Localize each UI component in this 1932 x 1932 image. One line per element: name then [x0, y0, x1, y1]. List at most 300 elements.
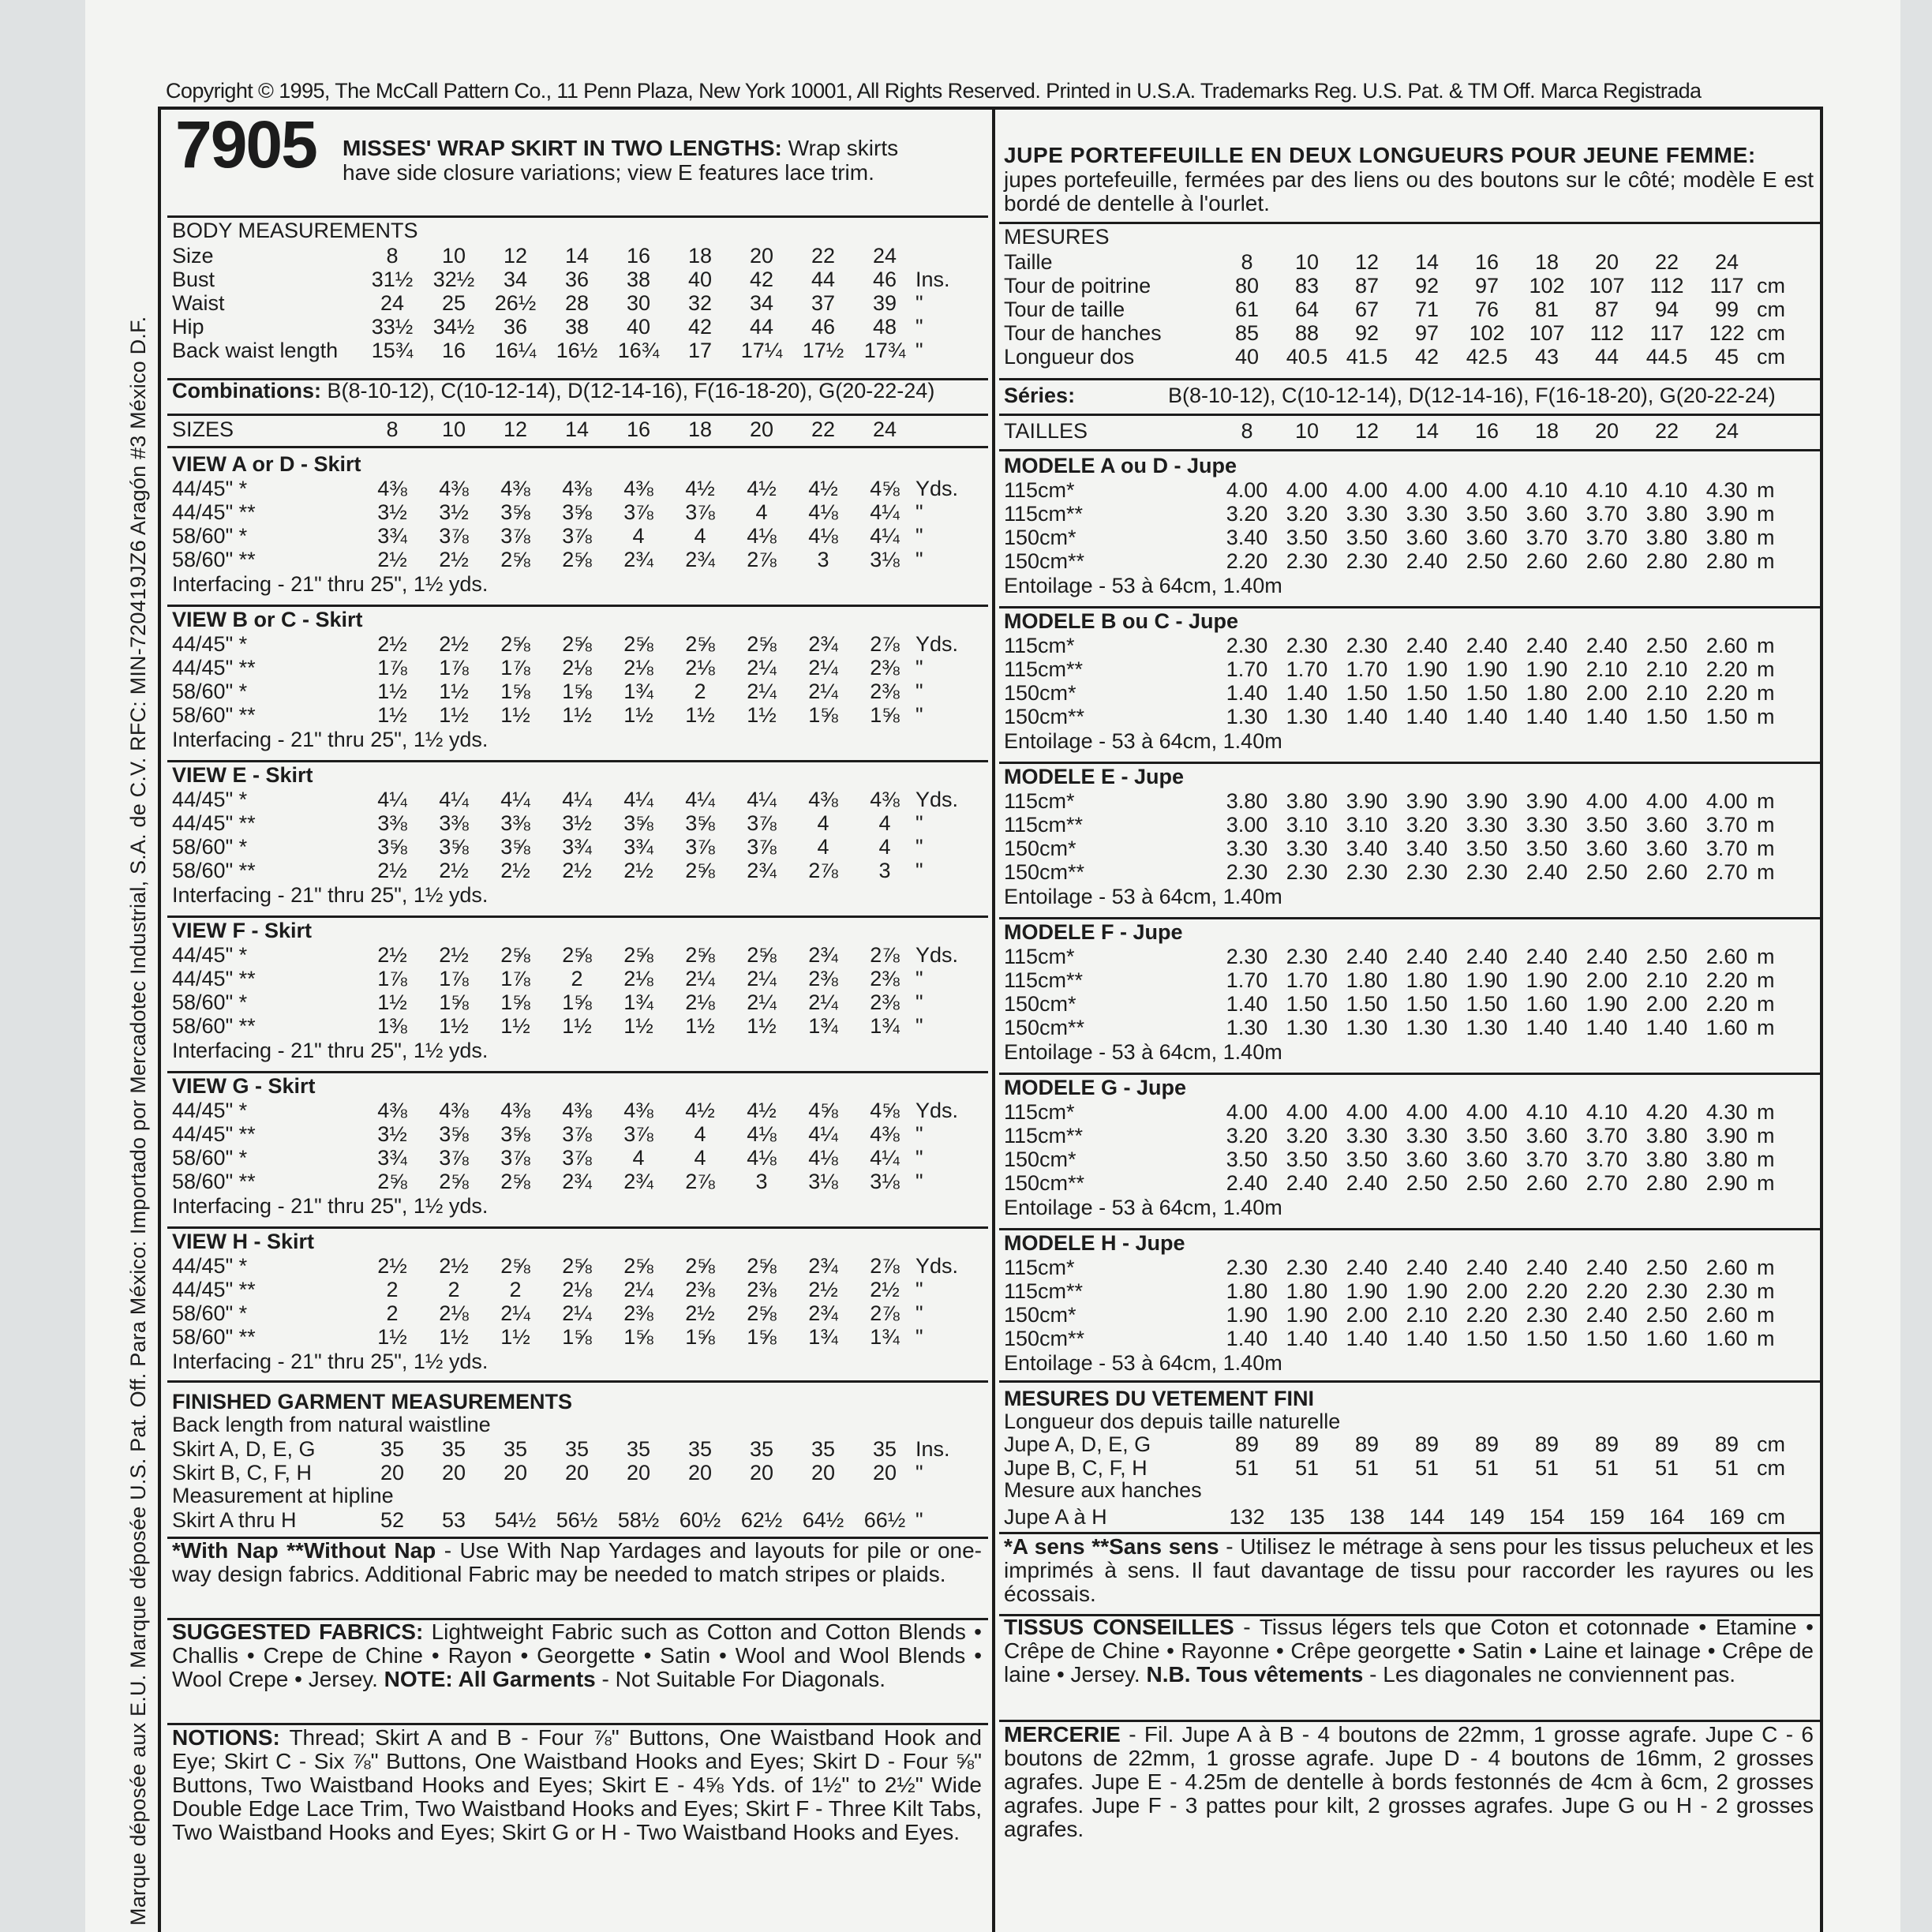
- yardage-table: [172, 943, 963, 1038]
- table-cell: 1.80: [1286, 1279, 1328, 1303]
- table-cell: 2⅞: [870, 1301, 900, 1325]
- row-unit: ": [915, 339, 923, 362]
- table-cell: 35: [380, 1437, 405, 1461]
- table-cell: 51: [1414, 1456, 1440, 1480]
- table-cell: 2⅜: [747, 1278, 777, 1301]
- pattern-number: 7905: [175, 107, 316, 182]
- row-label: 150cm**: [1004, 705, 1085, 728]
- finished-hip-table: [172, 1508, 963, 1532]
- row-unit: Ins.: [915, 268, 950, 291]
- table-row: [172, 990, 963, 1014]
- section-title: MODELE F - Jupe: [1004, 920, 1183, 944]
- table-row: [1004, 1256, 1796, 1279]
- table-cell: 18: [687, 244, 713, 268]
- table-cell: 3¾: [562, 835, 592, 859]
- row-label: 115cm**: [1004, 813, 1084, 837]
- table-cell: 3⅞: [685, 835, 715, 859]
- table-cell: 25: [441, 291, 466, 315]
- table-row: [172, 859, 963, 882]
- column-divider: [992, 110, 995, 1932]
- table-cell: 1.30: [1346, 1016, 1388, 1039]
- table-cell: 2⅝: [747, 1301, 777, 1325]
- interfacing-line: Interfacing - 21" thru 25", 1½ yds.: [172, 1350, 489, 1373]
- table-cell: 2.10: [1406, 1303, 1448, 1327]
- table-cell: 4.10: [1526, 1100, 1568, 1124]
- yardage-table: [172, 788, 963, 882]
- yardage-table: [1004, 945, 1796, 1039]
- table-cell: 3.80: [1646, 1124, 1688, 1148]
- table-cell: 1.40: [1526, 705, 1568, 728]
- table-cell: 2¼: [747, 967, 777, 990]
- row-unit: ": [915, 680, 923, 703]
- table-cell: 1.40: [1526, 1016, 1568, 1039]
- row-label: Skirt B, C, F, H: [172, 1461, 313, 1485]
- row-unit: m: [1757, 1256, 1775, 1279]
- section-title: MODELE B ou C - Jupe: [1004, 609, 1238, 633]
- table-cell: 4: [694, 1146, 706, 1170]
- table-cell: 4.00: [1466, 1100, 1508, 1124]
- finished-sub-hipline: Measurement at hipline: [172, 1484, 394, 1507]
- table-cell: 3.40: [1346, 837, 1388, 860]
- table-cell: 1.60: [1526, 992, 1568, 1016]
- table-cell: 2: [386, 1301, 399, 1325]
- row-unit: cm: [1757, 1505, 1785, 1529]
- table-cell: 1.40: [1226, 992, 1268, 1016]
- table-cell: 2⅝: [685, 859, 715, 882]
- table-cell: 4: [632, 1146, 645, 1170]
- table-cell: 2⅛: [685, 656, 715, 680]
- section-title: VIEW H - Skirt: [172, 1230, 315, 1253]
- table-cell: 4: [817, 811, 829, 835]
- table-cell: 3.90: [1346, 789, 1388, 813]
- table-cell: 2.50: [1646, 945, 1688, 968]
- table-cell: 22: [811, 244, 836, 268]
- table-cell: 4: [878, 811, 891, 835]
- table-cell: 4¼: [562, 788, 592, 811]
- table-cell: 4⅜: [377, 477, 407, 500]
- table-cell: 2⅝: [500, 632, 530, 656]
- section-title: MODELE H - Jupe: [1004, 1231, 1185, 1255]
- size-cell: 10: [441, 417, 466, 441]
- table-cell: 80: [1234, 274, 1260, 298]
- table-cell: 2⅜: [870, 967, 900, 990]
- table-cell: 3⅞: [439, 524, 469, 548]
- table-cell: 2.60: [1586, 549, 1628, 573]
- table-cell: 1.70: [1226, 968, 1268, 992]
- table-cell: 2.80: [1705, 549, 1748, 573]
- table-cell: 1.90: [1406, 657, 1448, 681]
- yardage-table: [172, 1254, 963, 1349]
- table-row: [172, 500, 963, 524]
- table-cell: 4.00: [1226, 478, 1268, 502]
- table-cell: 51: [1534, 1456, 1559, 1480]
- table-cell: 2.40: [1466, 945, 1508, 968]
- table-cell: 132: [1229, 1505, 1265, 1529]
- table-cell: 3.70: [1526, 1148, 1568, 1171]
- table-cell: 1½: [562, 1014, 592, 1038]
- table-cell: 3: [755, 1170, 768, 1193]
- table-cell: 4: [632, 524, 645, 548]
- table-row: [1004, 1505, 1796, 1529]
- row-label: 44/45" *: [172, 788, 248, 811]
- table-cell: 1.50: [1586, 1327, 1628, 1350]
- table-cell: 2¾: [623, 548, 653, 571]
- row-label: 115cm**: [1004, 657, 1084, 681]
- table-cell: 3.60: [1466, 526, 1508, 549]
- row-unit: ": [915, 1325, 923, 1349]
- table-row: [172, 1099, 963, 1122]
- row-label: 58/60" *: [172, 680, 248, 703]
- table-row: [172, 524, 963, 548]
- table-cell: 2⅛: [623, 656, 653, 680]
- table-cell: 2⅞: [747, 548, 777, 571]
- interfacing-line: Entoilage - 53 à 64cm, 1.40m: [1004, 885, 1282, 908]
- table-cell: 3.60: [1406, 1148, 1448, 1171]
- table-cell: 14: [1414, 250, 1440, 274]
- table-row: [172, 1508, 963, 1532]
- row-unit: m: [1757, 1279, 1775, 1303]
- mesures-sub-longueur: Longueur dos depuis taille naturelle: [1004, 1410, 1341, 1433]
- sizes-label: SIZES: [172, 417, 234, 441]
- table-cell: 3.70: [1586, 526, 1628, 549]
- table-cell: 4.10: [1526, 478, 1568, 502]
- table-cell: 1⅞: [377, 656, 407, 680]
- table-cell: 159: [1589, 1505, 1625, 1529]
- table-cell: 4⅝: [870, 477, 900, 500]
- table-cell: 4⅜: [562, 1099, 592, 1122]
- table-cell: 2⅝: [685, 1254, 715, 1278]
- table-cell: 2.40: [1406, 945, 1448, 968]
- table-cell: 1⅞: [500, 967, 530, 990]
- table-cell: 2½: [439, 548, 469, 571]
- table-cell: 16½: [556, 339, 598, 362]
- row-label: Back waist length: [172, 339, 339, 362]
- row-label: Hip: [172, 315, 204, 339]
- table-cell: 1.40: [1286, 1327, 1328, 1350]
- table-cell: 1.40: [1226, 681, 1268, 705]
- table-cell: 2½: [439, 943, 469, 967]
- table-cell: 1.60: [1646, 1327, 1688, 1350]
- row-unit: cm: [1757, 298, 1785, 321]
- table-cell: 46: [811, 315, 836, 339]
- table-cell: 10: [1294, 250, 1320, 274]
- table-cell: 1⅝: [685, 1325, 715, 1349]
- table-cell: 17¾: [863, 339, 906, 362]
- suggested-fabrics: SUGGESTED FABRICS: Lightweight Fabric such as Cotton and Cotton Blends • Challis • Crepe de Chine • Rayon • Georgette • Satin • Wool and Wool Blends • Wool Crepe • Jersey. NOTE: All Garments - Not Suitable For Diagonals.: [172, 1619, 982, 1691]
- table-cell: 2½: [500, 859, 530, 882]
- table-cell: 4: [817, 835, 829, 859]
- row-unit: Yds.: [915, 632, 959, 656]
- row-label: Size: [172, 244, 214, 268]
- table-cell: 51: [1474, 1456, 1500, 1480]
- interfacing-line: Entoilage - 53 à 64cm, 1.40m: [1004, 1040, 1282, 1064]
- row-label: 150cm**: [1004, 1327, 1085, 1350]
- table-row: [1004, 1124, 1796, 1148]
- yardage-table: [172, 477, 963, 571]
- yardage-section: [167, 760, 988, 915]
- table-cell: 31½: [371, 268, 414, 291]
- yardage-table: [1004, 478, 1796, 573]
- table-cell: 20: [380, 1461, 405, 1485]
- size-cell: 12: [503, 417, 528, 441]
- table-row: [1004, 860, 1796, 884]
- table-cell: 20: [503, 1461, 528, 1485]
- mesures-table: [1004, 250, 1796, 369]
- table-cell: 1.40: [1346, 705, 1388, 728]
- table-cell: 3.30: [1526, 813, 1568, 837]
- instruction-table: [158, 107, 1823, 1932]
- table-cell: 2.20: [1226, 549, 1268, 573]
- row-label: 115cm*: [1004, 478, 1075, 502]
- table-cell: 3.30: [1406, 502, 1448, 526]
- size-cell: 20: [749, 417, 774, 441]
- table-cell: 1.50: [1526, 1327, 1568, 1350]
- size-cell: 12: [1354, 419, 1380, 443]
- table-cell: 20: [687, 1461, 713, 1485]
- row-label: 44/45" **: [172, 1278, 256, 1301]
- row-unit: m: [1757, 968, 1775, 992]
- size-cell: 10: [1294, 419, 1320, 443]
- table-cell: 3¾: [377, 1146, 407, 1170]
- row-unit: m: [1757, 526, 1775, 549]
- table-cell: 2.60: [1646, 860, 1688, 884]
- size-cell: 14: [1414, 419, 1440, 443]
- yardage-table: [1004, 1256, 1796, 1350]
- french-subtitle: jupes portefeuille, fermées par des liens ou des boutons sur le côté; modèle E est bordé de dentelle à l'ourlet.: [1004, 167, 1814, 215]
- row-label: 58/60" **: [172, 1170, 256, 1193]
- table-cell: 138: [1349, 1505, 1385, 1529]
- table-cell: 3.80: [1226, 789, 1268, 813]
- table-cell: 44: [811, 268, 836, 291]
- table-cell: 4¼: [747, 788, 777, 811]
- row-unit: m: [1757, 478, 1775, 502]
- table-cell: 1.80: [1406, 968, 1448, 992]
- table-cell: 1¾: [870, 1014, 900, 1038]
- table-cell: 2⅝: [562, 548, 592, 571]
- table-cell: 2.40: [1526, 1256, 1568, 1279]
- row-unit: ": [915, 1014, 923, 1038]
- table-row: [172, 548, 963, 571]
- table-cell: 1⅝: [808, 703, 838, 727]
- row-unit: ": [915, 500, 923, 524]
- table-cell: 89: [1234, 1432, 1260, 1456]
- table-cell: 1.40: [1466, 705, 1508, 728]
- table-cell: 89: [1654, 1432, 1679, 1456]
- table-cell: 3.80: [1705, 1148, 1748, 1171]
- table-cell: 1.50: [1466, 1327, 1508, 1350]
- table-cell: 2½: [439, 859, 469, 882]
- table-cell: 2¼: [500, 1301, 530, 1325]
- table-cell: 2.70: [1705, 860, 1748, 884]
- row-unit: m: [1757, 860, 1775, 884]
- table-cell: 3⅝: [377, 835, 407, 859]
- table-cell: 1½: [500, 1014, 530, 1038]
- row-unit: m: [1757, 634, 1775, 657]
- size-cell: 24: [872, 417, 897, 441]
- table-cell: 3⅞: [623, 500, 653, 524]
- table-cell: 3.30: [1466, 813, 1508, 837]
- table-cell: 1½: [747, 1014, 777, 1038]
- table-cell: 4⅛: [808, 1146, 838, 1170]
- table-row: [1004, 1303, 1796, 1327]
- table-cell: 40: [1234, 345, 1260, 369]
- tailles-header: [1004, 419, 1757, 443]
- table-cell: 2¾: [808, 1254, 838, 1278]
- body-measurements-table: [172, 244, 963, 362]
- table-cell: 44: [749, 315, 774, 339]
- row-label: 150cm**: [1004, 1171, 1085, 1195]
- table-cell: 1.40: [1406, 1327, 1448, 1350]
- table-cell: 12: [1354, 250, 1380, 274]
- table-cell: 1.50: [1286, 992, 1328, 1016]
- table-cell: 4: [755, 500, 768, 524]
- table-cell: 2.00: [1586, 681, 1628, 705]
- row-label: Skirt A, D, E, G: [172, 1437, 316, 1461]
- table-cell: 4⅛: [808, 524, 838, 548]
- table-cell: 3⅝: [500, 1122, 530, 1146]
- table-cell: 1.40: [1346, 1327, 1388, 1350]
- table-cell: 66½: [863, 1508, 906, 1532]
- table-cell: 2.30: [1466, 860, 1508, 884]
- table-row: [172, 835, 963, 859]
- table-cell: 1⅞: [439, 967, 469, 990]
- table-cell: 1.70: [1226, 657, 1268, 681]
- table-cell: 38: [564, 315, 590, 339]
- table-cell: 3.90: [1466, 789, 1508, 813]
- table-cell: 2¾: [747, 859, 777, 882]
- table-cell: 1.90: [1286, 1303, 1328, 1327]
- table-row: [1004, 634, 1796, 657]
- row-label: 44/45" **: [172, 656, 256, 680]
- table-row: [1004, 968, 1796, 992]
- row-unit: ": [915, 811, 923, 835]
- table-cell: 1.50: [1346, 681, 1388, 705]
- table-cell: 51: [1294, 1456, 1320, 1480]
- table-cell: 2.50: [1466, 1171, 1508, 1195]
- table-cell: 1½: [377, 680, 407, 703]
- row-label: 150cm*: [1004, 1303, 1076, 1327]
- table-cell: 35: [811, 1437, 836, 1461]
- yardage-table: [1004, 1100, 1796, 1195]
- table-cell: 4¼: [685, 788, 715, 811]
- table-cell: 67: [1354, 298, 1380, 321]
- table-cell: 83: [1294, 274, 1320, 298]
- table-cell: 94: [1654, 298, 1679, 321]
- table-cell: 3.30: [1406, 1124, 1448, 1148]
- table-cell: 3.80: [1705, 526, 1748, 549]
- table-cell: 2.30: [1406, 860, 1448, 884]
- table-cell: 4½: [747, 477, 777, 500]
- size-cell: 24: [1714, 419, 1739, 443]
- table-cell: 4.00: [1466, 478, 1508, 502]
- table-cell: 76: [1474, 298, 1500, 321]
- row-label: Jupe B, C, F, H: [1004, 1456, 1148, 1480]
- table-row: [172, 967, 963, 990]
- row-unit: ": [915, 1508, 923, 1532]
- table-cell: 1⅝: [439, 990, 469, 1014]
- table-cell: 4.00: [1346, 478, 1388, 502]
- table-cell: 1⅝: [500, 990, 530, 1014]
- table-cell: 53: [441, 1508, 466, 1532]
- size-cell: 14: [564, 417, 590, 441]
- table-row: [1004, 502, 1796, 526]
- table-cell: 1½: [439, 703, 469, 727]
- table-cell: 26½: [494, 291, 537, 315]
- table-cell: 2½: [377, 1254, 407, 1278]
- row-unit: m: [1757, 1016, 1775, 1039]
- finished-sub-back-length: Back length from natural waistline: [172, 1413, 491, 1436]
- table-cell: 38: [626, 268, 651, 291]
- table-cell: 89: [1354, 1432, 1380, 1456]
- table-cell: 4.10: [1586, 478, 1628, 502]
- table-cell: 2¼: [562, 1301, 592, 1325]
- table-cell: 41.5: [1346, 345, 1388, 369]
- table-cell: 1.90: [1526, 968, 1568, 992]
- table-cell: 4⅜: [870, 1122, 900, 1146]
- table-cell: 3.90: [1406, 789, 1448, 813]
- table-cell: 3⅜: [377, 811, 407, 835]
- table-cell: 71: [1414, 298, 1440, 321]
- table-cell: 3.50: [1346, 1148, 1388, 1171]
- table-cell: 2¼: [685, 967, 715, 990]
- table-cell: 3: [817, 548, 829, 571]
- table-row: [1004, 1432, 1796, 1456]
- table-cell: 64½: [802, 1508, 844, 1532]
- table-cell: 3.00: [1226, 813, 1268, 837]
- table-cell: 2.30: [1286, 634, 1328, 657]
- table-cell: 3⅝: [500, 500, 530, 524]
- row-label: 58/60" *: [172, 1301, 248, 1325]
- table-cell: 1.30: [1226, 1016, 1268, 1039]
- table-cell: 2⅛: [562, 1278, 592, 1301]
- nap-note: *With Nap **Without Nap - Use With Nap Yardages and layouts for pile or one-way design fabrics. Additional Fabric may be needed to match stripes or plaids.: [172, 1538, 982, 1586]
- table-cell: 4¼: [623, 788, 653, 811]
- table-cell: 51: [1714, 1456, 1739, 1480]
- row-label: 115cm**: [1004, 1279, 1084, 1303]
- table-cell: 2.10: [1646, 657, 1688, 681]
- table-cell: 4.00: [1226, 1100, 1268, 1124]
- table-cell: 20: [626, 1461, 651, 1485]
- table-cell: 88: [1294, 321, 1320, 345]
- table-cell: 4.20: [1646, 1100, 1688, 1124]
- mesures-longueur-table: [1004, 1432, 1796, 1480]
- row-label: Taille: [1004, 250, 1053, 274]
- row-unit: cm: [1757, 274, 1785, 298]
- table-cell: 3⅜: [439, 811, 469, 835]
- table-cell: 40: [626, 315, 651, 339]
- table-cell: 1.30: [1406, 1016, 1448, 1039]
- row-label: Jupe A à H: [1004, 1505, 1107, 1529]
- mesures-sub-hanches: Mesure aux hanches: [1004, 1478, 1202, 1502]
- table-cell: 2.30: [1286, 860, 1328, 884]
- table-cell: 2.60: [1705, 1303, 1748, 1327]
- table-row: [172, 1014, 963, 1038]
- table-cell: 36: [503, 315, 528, 339]
- table-cell: 3⅞: [500, 1146, 530, 1170]
- table-cell: 2.30: [1705, 1279, 1748, 1303]
- table-cell: 4½: [685, 477, 715, 500]
- table-cell: 1.90: [1346, 1279, 1388, 1303]
- table-cell: 1.60: [1705, 1016, 1748, 1039]
- size-cell: 18: [687, 417, 713, 441]
- table-cell: 2½: [377, 943, 407, 967]
- table-row: [172, 477, 963, 500]
- table-cell: 1.40: [1226, 1327, 1268, 1350]
- table-cell: 1.40: [1286, 681, 1328, 705]
- table-cell: 1⅞: [439, 656, 469, 680]
- table-cell: 1.50: [1346, 992, 1388, 1016]
- table-cell: 1.30: [1286, 705, 1328, 728]
